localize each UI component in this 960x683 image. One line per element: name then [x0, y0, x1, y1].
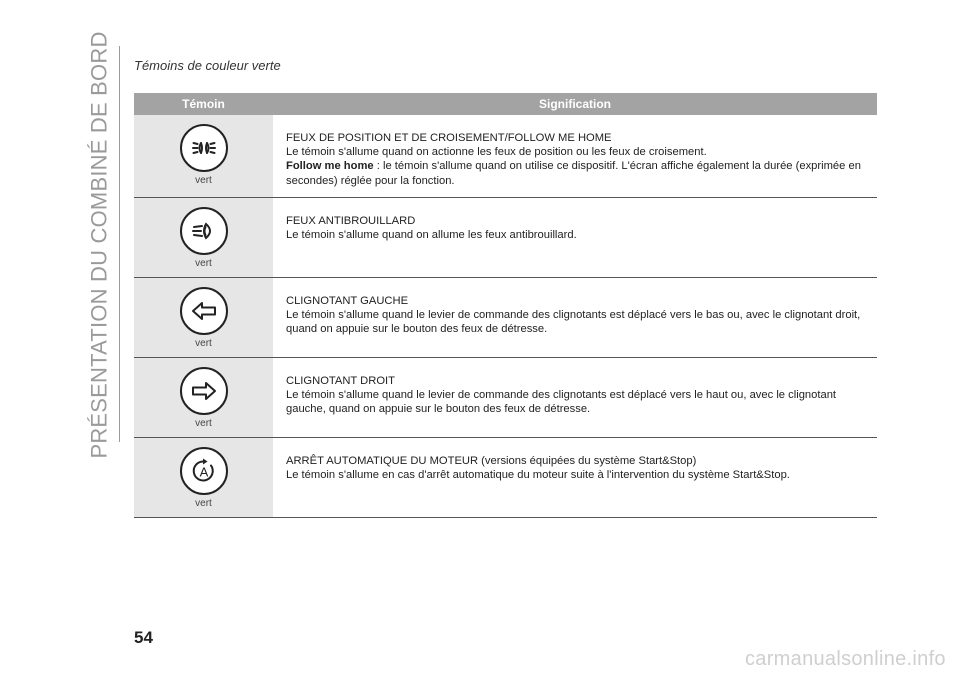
description-cell: [273, 115, 877, 197]
chapter-title-text: PRÉSENTATION DU COMBINÉ DE BORD: [87, 31, 112, 459]
description-cell: [273, 278, 877, 357]
description-cell: [273, 358, 877, 437]
header-temoin: Témoin: [182, 97, 225, 111]
icon-cell: [134, 198, 273, 277]
chapter-title: [86, 31, 114, 459]
row-text: Le témoin s'allume quand on allume les feux antibrouillard.: [286, 229, 577, 242]
section-title: Témoins de couleur verte: [134, 58, 281, 73]
icon-cell: [134, 278, 273, 357]
icon-cell: [134, 115, 273, 197]
row-title: FEUX ANTIBROUILLARD: [286, 215, 416, 227]
table-header: [134, 93, 877, 115]
table-row: [134, 278, 877, 358]
row-text-extra: [286, 159, 877, 187]
row-title: CLIGNOTANT GAUCHE: [286, 295, 409, 307]
arrow-left-icon: [180, 287, 228, 335]
fog-lights-icon: [180, 207, 228, 255]
table-row: [134, 358, 877, 438]
start-stop-icon: [180, 447, 228, 495]
row-text: Le témoin s'allume quand on actionne les feux de position ou les feux de croisement.: [286, 146, 707, 159]
color-label: vert: [195, 175, 212, 186]
row-title: FEUX DE POSITION ET DE CROISEMENT/FOLLOW ME HOME: [286, 132, 612, 144]
row-title: CLIGNOTANT DROIT: [286, 375, 395, 387]
icon-cell: [134, 438, 273, 517]
row-text: Le témoin s'allume quand le levier de commande des clignotants est déplacé vers le haut ou, avec le clignotant gauche, quand on appuie sur le bouton des feux de détresse.: [286, 389, 837, 416]
warning-lights-table: [134, 93, 877, 518]
icon-cell: [134, 358, 273, 437]
color-label: vert: [195, 338, 212, 349]
position-lights-icon: [180, 124, 228, 172]
arrow-right-icon: [180, 367, 228, 415]
color-label: vert: [195, 498, 212, 509]
watermark: carmanualsonline.info: [745, 648, 946, 670]
row-text: Le témoin s'allume quand le levier de commande des clignotants est déplacé vers le bas ou, avec le clignotant droit, quand on appuie sur le bouton des feux de détresse.: [286, 309, 861, 336]
row-text: Le témoin s'allume en cas d'arrêt automatique du moteur suite à l'intervention du système Start&Stop.: [286, 469, 790, 482]
row-bold-term: Follow me home: [286, 160, 374, 173]
chapter-divider: [119, 46, 120, 442]
description-cell: [273, 438, 877, 517]
row-title: ARRÊT AUTOMATIQUE DU MOTEUR (versions équipées du système Start&Stop): [286, 455, 697, 467]
start-stop-letter: A: [199, 464, 208, 480]
header-signification: Signification: [539, 97, 611, 111]
row-text-continued: : le témoin s'allume quand on utilise ce dispositif. L'écran affiche également la durée (exprimée en secondes) réglée pour la fonction.: [286, 160, 861, 187]
page-number: 54: [134, 628, 153, 647]
table-row: [134, 438, 877, 518]
color-label: vert: [195, 418, 212, 429]
color-label: vert: [195, 258, 212, 269]
table-row: [134, 198, 877, 278]
table-row: [134, 115, 877, 198]
description-cell: [273, 198, 877, 277]
